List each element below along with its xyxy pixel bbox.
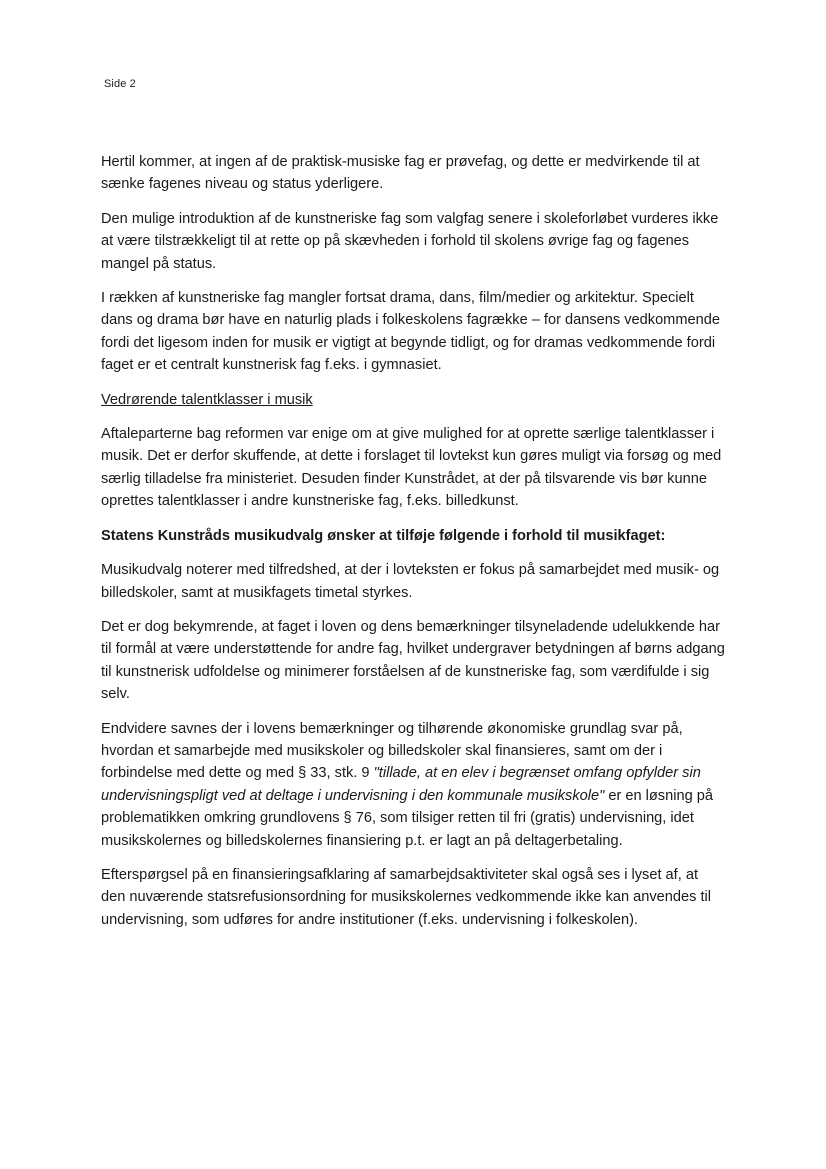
page-number: Side 2 bbox=[104, 78, 136, 90]
paragraph-valgfag: Den mulige introduktion af de kunstneriske fag som valgfag senere i skoleforløbet vurderes ikke at være tilstrækkeligt til at rette op på skævheden i forhold til skolens øvrige fag og fagenes mangel på status. bbox=[101, 210, 719, 272]
document-body bbox=[101, 151, 726, 943]
paragraph-talentklasser: Aftaleparterne bag reformen var enige om at give mulighed for at oprette særlige talentklasser i musik. Det er derfor skuffende, at dette i forslaget til lovtekst kun gøres muligt via forsøg og med særlig tilladelse fra ministeriet. Desuden finder Kunstrådet, at der på tilsvarende vis bør kunne oprettes talentklasser i andre kunstneriske fag, f.eks. billedkunst. bbox=[101, 426, 722, 510]
law-quote: "tillade, at en elev i begrænset omfang opfylder sin undervisningspligt ved at deltage i undervisning i den kommunale musikskole" bbox=[101, 765, 701, 804]
paragraph-finansiering-part1: Endvidere savnes der i lovens bemærkninger og tilhørende økonomiske grundlag svar på, hvordan et samarbejde med musikskoler og billedskoler skal finansieres, samt om der i forbindelse med dette og med § 33, stk. 9 bbox=[101, 720, 683, 782]
heading-musikudvalg: Statens Kunstråds musikudvalg ønsker at tilføje følgende i forhold til musikfaget: bbox=[101, 527, 666, 544]
paragraph-finansiering bbox=[101, 718, 726, 852]
paragraph-tilfredshed: Musikudvalg noterer med tilfredshed, at der i lovteksten er fokus på samarbejdet med musik- og billedskoler, samt at musikfagets timetal styrkes. bbox=[101, 562, 720, 601]
paragraph-proevefag: Hertil kommer, at ingen af de praktisk-musiske fag er prøvefag, og dette er medvirkende til at sænke fagenes niveau og status yderligere. bbox=[101, 154, 700, 193]
paragraph-kunstneriske-fag: I rækken af kunstneriske fag mangler fortsat drama, dans, film/medier og arkitektur. Specielt dans og drama bør have en naturlig plads i folkeskolens fagrække – for dansens vedkommende fordi det ligesom inden for musik er vigtigt at begynde tidligt, og for dramas vedkommende fordi faget er et centralt kunstnerisk fag f.eks. i gymnasiet. bbox=[101, 290, 720, 374]
paragraph-finansiering-part2: er en løsning på problematikken omkring grundlovens § 76, som tilsiger retten til fri (gratis) undervisning, idet musikskolernes og billedskolernes finansiering p.t. er lagt an på deltagerbetaling. bbox=[101, 787, 713, 849]
subheading-talentklasser: Vedrørende talentklasser i musik bbox=[101, 391, 313, 408]
paragraph-efterspoergsel: Efterspørgsel på en finansieringsafklaring af samarbejdsaktiviteter skal også ses i lyset af, at den nuværende statsrefusionsordning for musikskolernes vedkommende ikke kan anvendes til undervisning, som udføres for andre institutioner (f.eks. undervisning i folkeskolen). bbox=[101, 866, 712, 928]
paragraph-bekymrende: Det er dog bekymrende, at faget i loven og dens bemærkninger tilsyneladende udelukkende har til formål at være understøttende for andre fag, hvilket undergraver betydningen af børns adgang til kunstnerisk udfoldelse og minimerer forståelsen af de kunstneriske fag, som værdifulde i sig selv. bbox=[101, 618, 725, 703]
